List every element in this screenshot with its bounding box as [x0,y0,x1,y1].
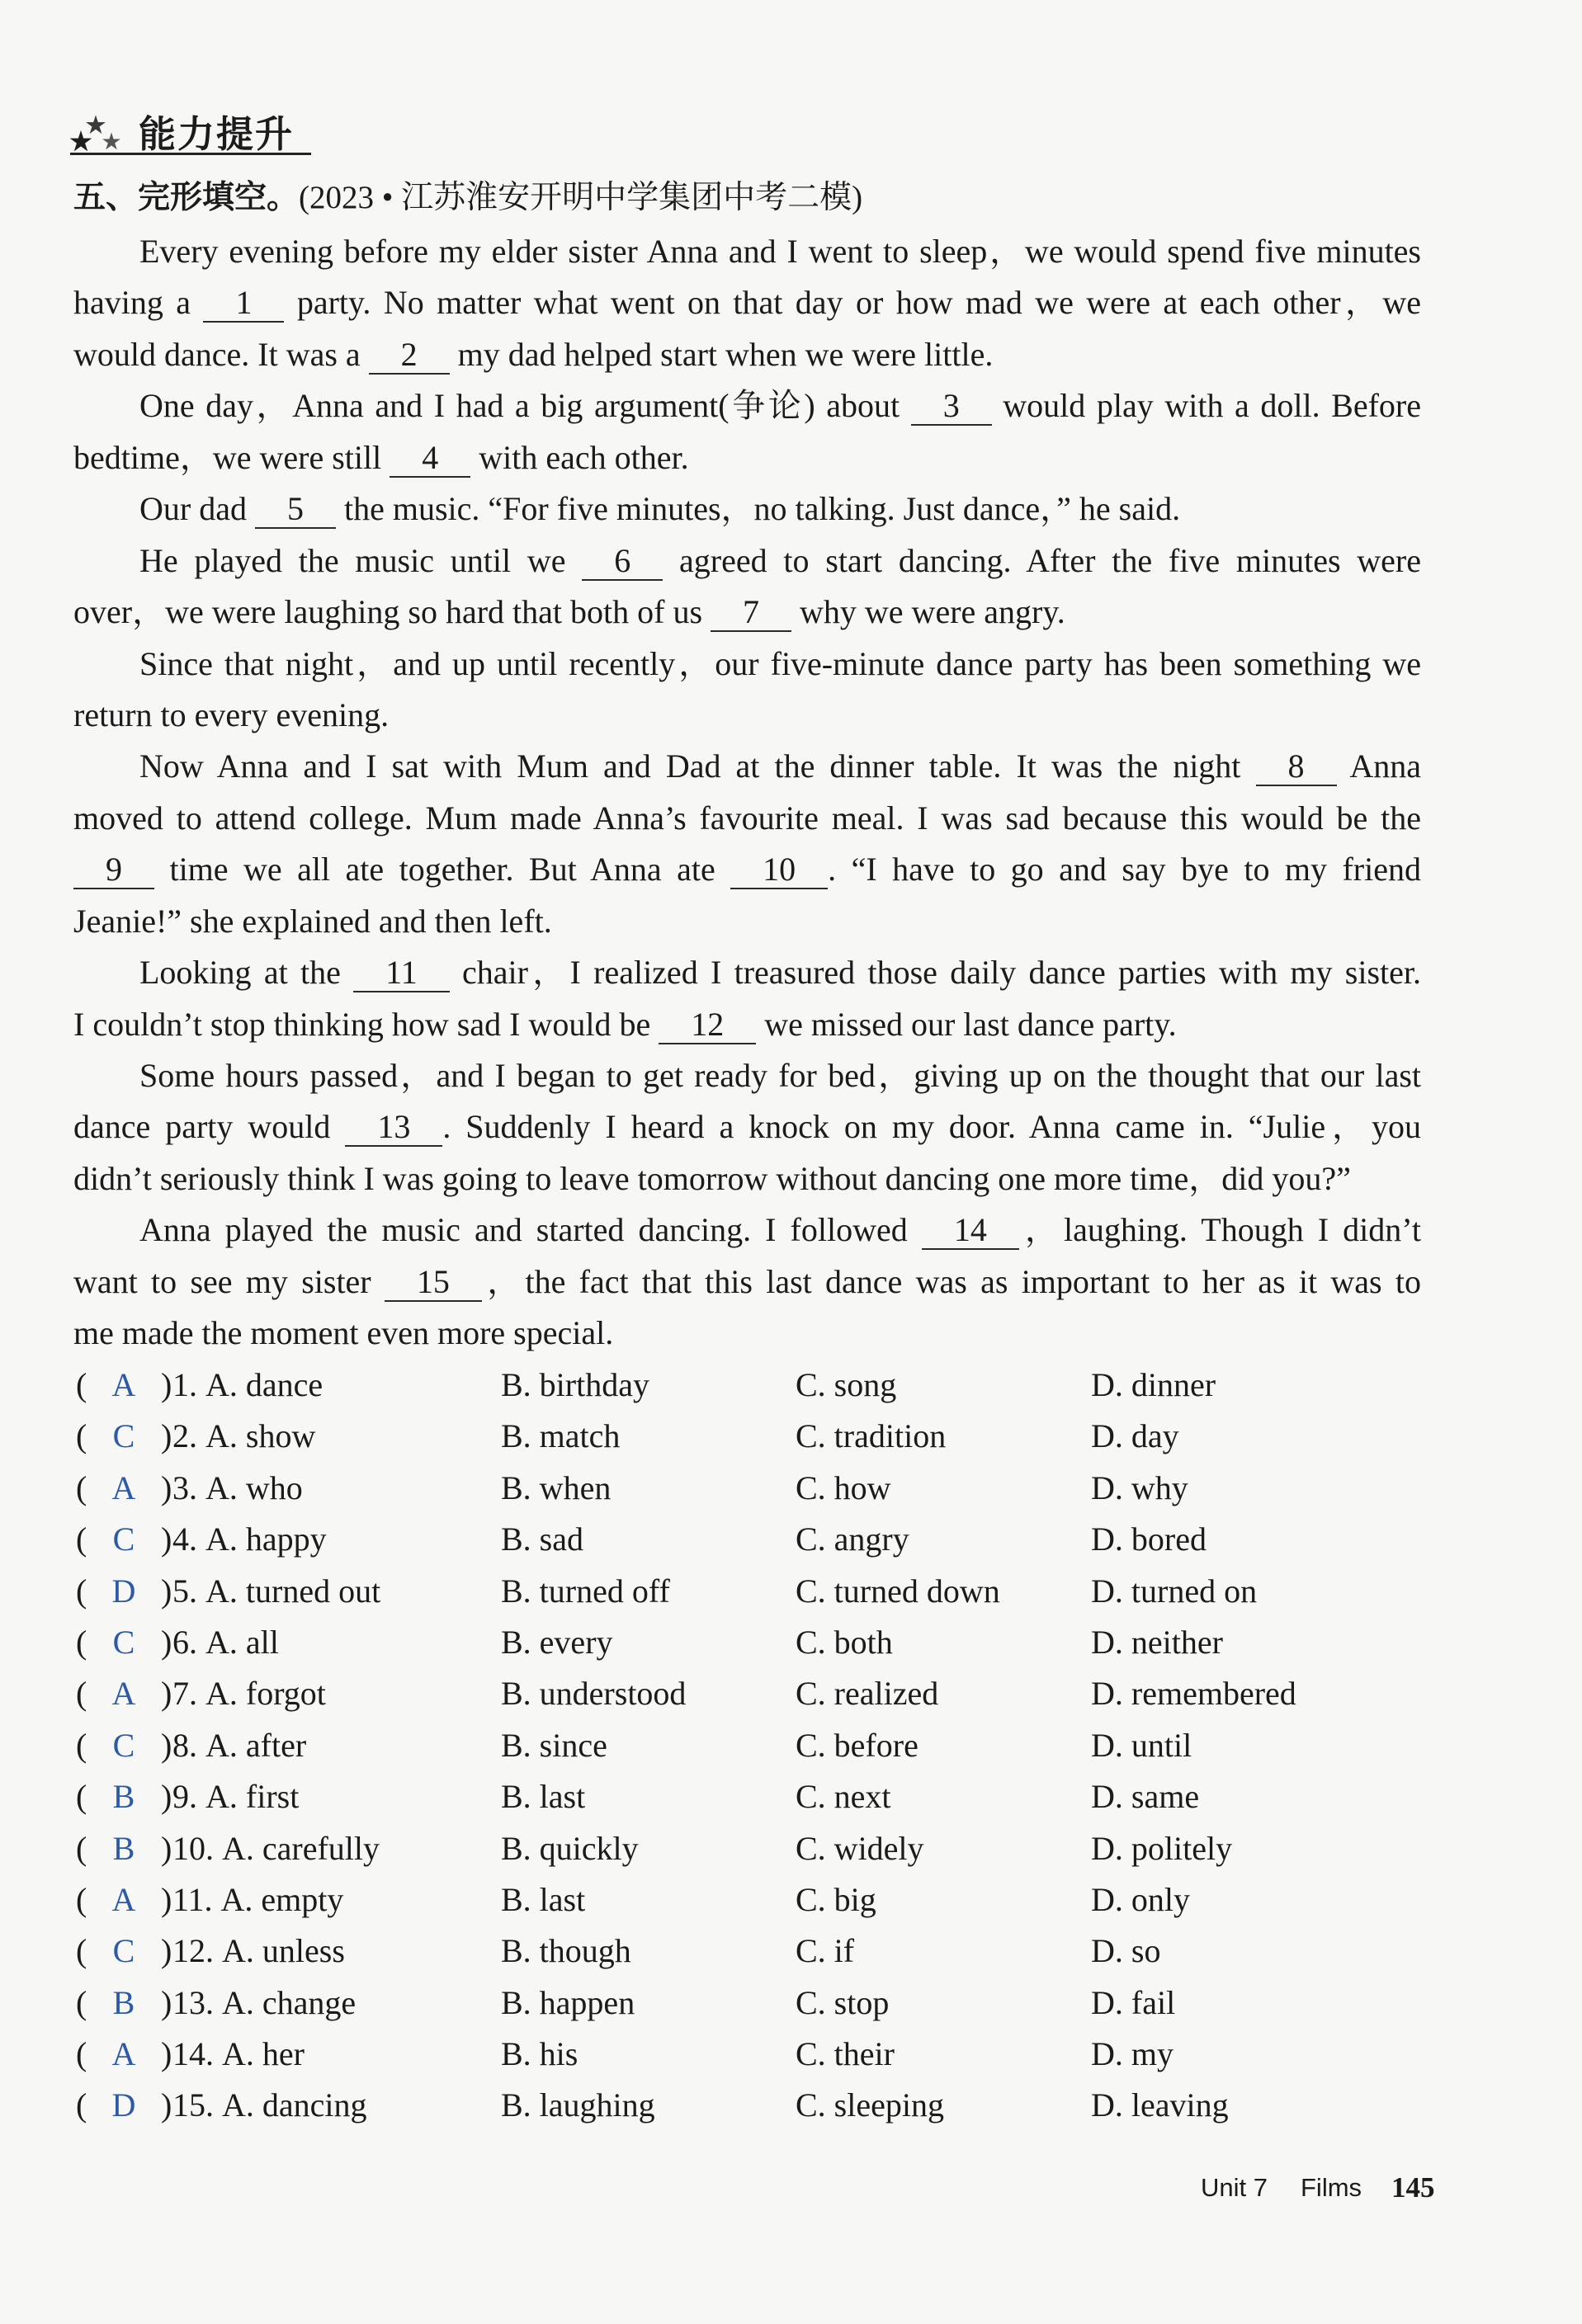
passage-text: the music. “For five minutes，no talking. Just dance，” he said. [335,490,1181,528]
choice-b: B. every [501,1623,613,1661]
passage-text: party. No matter what went on that day or how mad we were at each other，we [284,284,1421,322]
footer-title: Films [1301,2173,1362,2202]
options-list [73,1360,1421,2132]
choice-d: D. fail [1091,1983,1176,2021]
passage-line [73,1256,1421,1308]
choice-c: C. before [796,1726,919,1764]
passage-text: ，laughing. Though I didn’t [1018,1211,1421,1249]
open-paren: ( [76,1778,87,1816]
choice-d: D. so [1091,1932,1161,1970]
question-number: 13. [172,1983,214,2021]
passage-text: agreed to start dancing. After the five minutes were [663,541,1422,579]
passage-text: Every evening before my elder sister Anna and I went to sleep，we would spend five minutes [139,233,1421,270]
answer-letter: D [111,2086,136,2124]
passage-line [73,947,1421,998]
passage-text: having a [73,284,204,322]
option-row-1 [73,1360,1421,1411]
option-row-4 [73,1514,1421,1565]
passage-line [73,226,1421,277]
passage-text: He played the music until we [139,541,583,579]
choice-a: A. unless [222,1932,345,1970]
passage-line [73,1204,1421,1256]
passage-line [73,329,1421,380]
passage-text: Anna played the music and started dancing. I followed [139,1211,922,1249]
question-number: 10. [172,1829,214,1867]
close-paren: ) [161,1417,172,1455]
passage-text: would dance. It was a [73,335,369,373]
question-cell [172,1617,279,1668]
choice-b: B. turned off [501,1572,670,1610]
choice-a: A. who [205,1468,303,1506]
close-paren: ) [161,1572,172,1610]
passage-line [73,999,1421,1050]
blank-10: 10 [730,851,828,889]
passage-text: I couldn’t stop thinking how sad I would be [73,1005,659,1043]
choice-a: A. first [205,1778,300,1816]
passage-text: didn’t seriously think I was going to leave tomorrow without dancing one more time，did you?” [73,1159,1351,1197]
question-number: 14. [172,2035,214,2073]
close-paren: ) [161,1726,172,1764]
choice-d: D. until [1091,1726,1192,1764]
choice-b: B. quickly [501,1829,639,1867]
passage-text: bedtime，we were still [73,438,390,476]
question-cell [172,1566,380,1617]
answer-letter: A [111,1366,136,1403]
passage-text: Now Anna and I sat with Mum and Dad at the dinner table. It was the night [139,747,1256,785]
section-source: (2023 • 江苏淮安开明中学集团中考二模) [299,180,863,215]
choice-a: A. her [222,2035,305,2073]
section-title [73,172,862,224]
passage-text: with each other. [470,438,689,476]
option-row-15 [73,2080,1421,2131]
choice-c: C. both [796,1623,893,1661]
question-cell [172,1978,356,2029]
blank-6: 6 [582,543,663,581]
choice-a: A. carefully [222,1829,380,1867]
question-cell [172,1771,299,1822]
passage-text: Anna [1336,747,1422,785]
choice-a: A. all [205,1623,279,1661]
passage-line [73,1101,1421,1153]
option-row-14 [73,2029,1421,2080]
choice-c: C. their [796,2035,895,2073]
close-paren: ) [161,1880,172,1918]
question-number: 11. [172,1880,213,1918]
passage-line [73,432,1421,483]
close-paren: ) [161,1932,172,1970]
blank-9: 9 [73,851,154,889]
question-number: 7. [172,1675,197,1713]
question-number: 6. [172,1623,197,1661]
choice-a: A. happy [205,1520,327,1558]
banner-underline [70,153,311,155]
choice-d: D. leaving [1091,2086,1229,2124]
option-row-5 [73,1566,1421,1617]
open-paren: ( [76,1417,87,1455]
choice-d: D. remembered [1091,1675,1296,1713]
open-paren: ( [76,2086,87,2124]
open-paren: ( [76,1932,87,1970]
blank-13: 13 [345,1109,442,1147]
passage-line [73,793,1421,844]
question-number: 2. [172,1417,197,1455]
passage-text: Since that night，and up until recently，our five-minute dance party has been something we [139,644,1421,682]
question-cell [172,1360,323,1411]
blank-4: 4 [390,440,470,478]
choice-a: A. dancing [222,2086,367,2124]
passage-line [73,741,1421,792]
answer-letter: B [112,1983,135,2021]
question-number: 4. [172,1520,197,1558]
passage-text: . “I have to go and say bye to my friend [828,851,1421,889]
question-number: 3. [172,1468,197,1506]
answer-letter: B [112,1829,135,1867]
answer-letter: A [111,1675,136,1713]
passage-text: want to see my sister [73,1262,385,1300]
passage-line [73,844,1421,895]
option-row-10 [73,1823,1421,1874]
answer-letter: A [111,1468,136,1506]
question-number: 15. [172,2086,214,2124]
section-label: 五、完形填空。 [73,180,300,215]
choice-c: C. how [796,1468,891,1506]
blank-3: 3 [911,388,992,426]
passage-line [73,1308,1421,1359]
choice-b: B. his [501,2035,578,2073]
option-row-2 [73,1411,1421,1462]
option-row-6 [73,1617,1421,1668]
blank-14: 14 [922,1212,1019,1250]
question-cell [172,1926,345,1977]
passage-text: Looking at the [139,954,354,992]
passage-text: why we were angry. [791,593,1065,631]
open-paren: ( [76,1880,87,1918]
choice-b: B. when [501,1468,612,1506]
open-paren: ( [76,1829,87,1867]
choice-d: D. day [1091,1417,1179,1455]
choice-c: C. big [796,1880,876,1918]
question-number: 12. [172,1932,214,1970]
blank-2: 2 [369,337,450,375]
question-cell [172,1411,315,1462]
close-paren: ) [161,1829,172,1867]
choice-b: B. birthday [501,1366,649,1403]
choice-d: D. only [1091,1880,1190,1918]
choice-b: B. match [501,1417,621,1455]
section-banner [70,107,318,158]
passage-text: dance party would [73,1108,346,1146]
passage-text: Jeanie!” she explained and then left. [73,902,552,940]
passage-text: my dad helped start when we were little. [449,335,994,373]
blank-11: 11 [353,955,450,992]
choice-d: D. dinner [1091,1366,1216,1403]
open-paren: ( [76,1726,87,1764]
answer-letter: C [112,1623,135,1661]
choice-b: B. laughing [501,2086,655,2124]
answer-letter: C [112,1417,135,1455]
option-row-3 [73,1463,1421,1514]
choice-c: C. sleeping [796,2086,944,2124]
open-paren: ( [76,1675,87,1713]
option-row-7 [73,1668,1421,1719]
choice-d: D. same [1091,1778,1200,1816]
close-paren: ) [161,1778,172,1816]
choice-d: D. my [1091,2035,1174,2073]
choice-b: B. last [501,1778,586,1816]
answer-letter: C [112,1726,135,1764]
passage-text: One day，Anna and I had a big argument(争论) about [139,387,911,425]
choice-d: D. bored [1091,1520,1207,1558]
passage-text: chair，I realized I treasured those daily dance parties with my sister. [449,954,1421,992]
question-cell [172,1823,380,1874]
close-paren: ) [161,1366,172,1403]
passage-text: Our dad [139,490,255,528]
choice-c: C. turned down [796,1572,1000,1610]
option-row-11 [73,1874,1421,1926]
choice-a: A. dance [205,1366,323,1403]
passage-line [73,535,1421,587]
choice-a: A. empty [220,1880,344,1918]
passage-text: . Suddenly I heard a knock on my door. Anna came in. “Julie，you [442,1108,1422,1146]
cloze-passage [73,226,1421,1360]
option-row-9 [73,1771,1421,1822]
choice-d: D. turned on [1091,1572,1258,1610]
open-paren: ( [76,2035,87,2073]
passage-text: moved to attend college. Mum made Anna’s favourite meal. I was sad because this would be the [73,799,1421,837]
open-paren: ( [76,1366,87,1403]
blank-5: 5 [255,491,336,529]
choice-a: A. turned out [205,1572,381,1610]
choice-c: C. stop [796,1983,890,2021]
passage-text: over，we were laughing so hard that both of us [73,593,711,631]
choice-a: A. change [222,1983,357,2021]
close-paren: ) [161,2035,172,2073]
choice-a: A. after [205,1726,307,1764]
close-paren: ) [161,1520,172,1558]
passage-line [73,1153,1421,1204]
open-paren: ( [76,1983,87,2021]
passage-line [73,690,1421,741]
choice-a: A. show [205,1417,316,1455]
close-paren: ) [161,2086,172,2124]
blank-7: 7 [711,594,791,632]
question-number: 1. [172,1366,197,1403]
choice-b: B. happen [501,1983,635,2021]
question-cell [172,2080,367,2131]
choice-c: C. widely [796,1829,924,1867]
passage-line [73,1050,1421,1101]
choice-b: B. though [501,1932,631,1970]
question-cell [172,1720,306,1771]
choice-d: D. politely [1091,1829,1233,1867]
option-row-12 [73,1926,1421,1977]
close-paren: ) [161,1675,172,1713]
stars-icon [70,112,136,155]
passage-line [73,380,1421,431]
passage-text: we missed our last dance party. [756,1005,1177,1043]
answer-letter: C [112,1520,135,1558]
passage-text: ，the fact that this last dance was as important to her as it was to [481,1262,1421,1300]
passage-line [73,483,1421,535]
choice-c: C. tradition [796,1417,947,1455]
choice-b: B. since [501,1726,607,1764]
passage-text: return to every evening. [73,695,390,733]
choice-c: C. realized [796,1675,939,1713]
choice-b: B. last [501,1880,586,1918]
question-number: 8. [172,1726,197,1764]
passage-text: Some hours passed，and I began to get ready for bed，giving up on the thought that our last [139,1057,1421,1094]
passage-text: me made the moment even more special. [73,1314,614,1352]
close-paren: ) [161,1468,172,1506]
choice-a: A. forgot [205,1675,326,1713]
question-number: 5. [172,1572,197,1610]
passage-line [73,277,1421,328]
open-paren: ( [76,1468,87,1506]
open-paren: ( [76,1520,87,1558]
blank-12: 12 [659,1006,756,1044]
banner-title: 能力提升 [139,114,295,155]
passage-line [73,587,1421,638]
passage-line [73,896,1421,947]
choice-b: B. understood [501,1675,687,1713]
blank-15: 15 [385,1264,482,1302]
choice-c: C. if [796,1932,855,1970]
choice-c: C. next [796,1778,891,1816]
blank-8: 8 [1256,748,1337,786]
question-cell [172,1514,327,1565]
close-paren: ) [161,1983,172,2021]
question-number: 9. [172,1778,197,1816]
choice-b: B. sad [501,1520,583,1558]
close-paren: ) [161,1623,172,1661]
answer-letter: B [112,1778,135,1816]
passage-text: time we all ate together. But Anna ate [154,851,731,889]
answer-letter: D [111,1572,136,1610]
open-paren: ( [76,1572,87,1610]
question-cell [172,1668,326,1719]
choice-c: C. angry [796,1520,909,1558]
question-cell [172,1463,303,1514]
passage-line [73,639,1421,690]
answer-letter: A [111,1880,136,1918]
choice-c: C. song [796,1366,897,1403]
passage-text: would play with a doll. Before [991,387,1421,425]
choice-d: D. neither [1091,1623,1223,1661]
open-paren: ( [76,1623,87,1661]
answer-letter: C [112,1932,135,1970]
question-cell [172,2029,305,2080]
option-row-13 [73,1978,1421,2029]
footer-unit: Unit 7 [1201,2173,1268,2202]
option-row-8 [73,1720,1421,1771]
choice-d: D. why [1091,1468,1188,1506]
blank-1: 1 [203,285,284,323]
question-cell [172,1874,343,1926]
answer-letter: A [111,2035,136,2073]
page-number: 145 [1391,2171,1435,2204]
